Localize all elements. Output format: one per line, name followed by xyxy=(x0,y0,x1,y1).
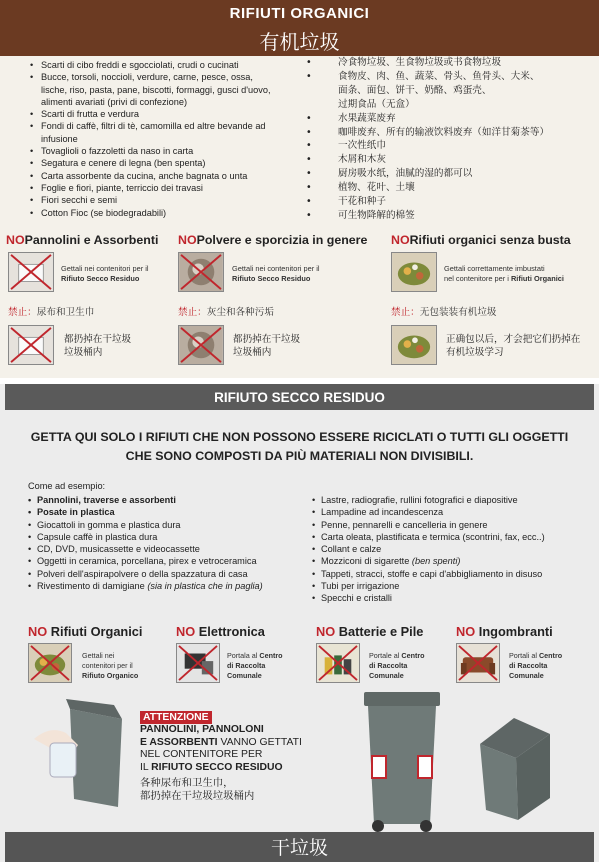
list-item: 面条、面包、饼干、奶酪、鸡蛋壳、 xyxy=(338,84,492,96)
list-item: • Carta assorbente da cucina, anche bagnata o unta xyxy=(30,170,275,182)
hand-with-bin-illustration xyxy=(30,699,130,819)
diaper-icon xyxy=(8,325,54,365)
list-item: • Rivestimento di damigiane (sia in plastica che in paglia) xyxy=(28,580,263,592)
list-item: • 干花和种子 xyxy=(300,195,595,209)
organic-list-cn xyxy=(300,56,595,223)
list-item: • Pannolini, traverse e assorbenti xyxy=(28,494,263,506)
batteries-icon xyxy=(316,643,360,683)
ban-dust: 禁止：灰尘和各种污垢 xyxy=(178,307,274,318)
list-item: • Segatura e cenere di legna (ben spenta) xyxy=(30,157,275,169)
list-item: • Giocattoli in gomma e plastica dura xyxy=(28,519,263,531)
attention-label: ATTENZIONE xyxy=(140,711,212,724)
list-item: • 冷食物垃圾、生食物垃圾或书食物垃圾 xyxy=(300,56,595,70)
dry-list-right xyxy=(312,494,545,605)
list-item: • Posate in plastica xyxy=(28,506,263,518)
dry-headline: GETTA QUI SOLO I RIFIUTI CHE NON POSSONO ESSERE RICICLATI O TUTTI GLI OGGETTI CHE SONO COMPOSTI DA PIÙ MATERIALI NON DIVISIBILI. xyxy=(30,430,569,463)
food-waste-icon xyxy=(391,325,437,365)
footer-title: 干垃圾 xyxy=(270,837,328,859)
dry-title: RIFIUTO SECCO RESIDUO xyxy=(214,390,385,405)
no-header-dust: NOPolvere e sporcizia in genere xyxy=(178,233,368,247)
no-header-batteries: NO Batterie e Pile xyxy=(316,624,424,639)
dry-section xyxy=(0,384,599,862)
list-item: • Lastre, radiografie, rullini fotografici e diapositive xyxy=(312,494,545,506)
electronics-icon xyxy=(176,643,220,683)
no-header-bulky: NO Ingombranti xyxy=(456,624,553,639)
wheelie-bin-illustration xyxy=(360,684,444,834)
sofa-icon xyxy=(456,643,500,683)
no-header-diapers: NOPannolini e Assorbenti xyxy=(6,233,159,247)
organic-title-cn: 有机垃圾 xyxy=(259,30,340,54)
list-item: • 咖啡废弃、所有的输液饮料废弃（如洋甘菊茶等） xyxy=(300,126,595,140)
list-item: • Scarti di cibo freddi e sgocciolati, crudi o cucinati xyxy=(30,59,275,71)
ban-diapers: 禁止：尿布和卫生巾 xyxy=(8,307,95,318)
list-item: • 厨房吸水纸，油腻的湿的都可以 xyxy=(300,167,595,181)
diaper-cn-note: 都扔掉在干垃圾垃圾桶内 xyxy=(64,334,132,358)
list-item: • Carta oleata, plastificata e termica (scontrini, fax, ecc..) xyxy=(312,531,545,543)
list-item: • Tubi per irrigazione xyxy=(312,580,545,592)
list-item: • 食物皮、肉、鱼、蔬菜、骨头、鱼骨头、大米、 xyxy=(300,70,595,84)
dust-icon xyxy=(178,252,224,292)
list-item: • 木屑和木灰 xyxy=(300,153,595,167)
list-item: • Foglie e fiori, piante, terriccio dei travasi xyxy=(30,182,275,194)
list-item: • 植物、花叶、土壤 xyxy=(300,181,595,195)
dry-list-left xyxy=(28,494,263,592)
list-item: • Tappeti, stracci, stoffe e capi d'abbigliamento in disuso xyxy=(312,568,545,580)
small-bin-illustration xyxy=(474,714,554,824)
organic-note: Gettali nei contenitori per il Rifiuto Organico xyxy=(82,651,139,680)
list-item: • Capsule caffè in plastica dura xyxy=(28,531,263,543)
list-item: • Cotton Fioc (se biodegradabili) xyxy=(30,207,275,219)
list-item: 过期食品（无盒） xyxy=(338,98,415,110)
list-item: • Fondi di caffè, filtri di tè, camomilla ed altre bevande ad infusione xyxy=(30,120,275,145)
list-item: • Specchi e cristalli xyxy=(312,592,545,604)
list-item: • 水果蔬菜废弃 xyxy=(300,112,595,126)
example-label: Come ad esempio: xyxy=(28,481,106,491)
organic-section xyxy=(0,0,599,378)
diaper-icon xyxy=(8,252,54,292)
food-waste-icon xyxy=(391,252,437,292)
list-item: • Scarti di frutta e verdura xyxy=(30,108,275,120)
diaper-note: Gettali nei contenitori per il Rifiuto Secco Residuo xyxy=(61,264,149,283)
dust-cn-note: 都扔掉在干垃圾垃圾桶内 xyxy=(233,334,301,358)
list-item: • Polveri dell'aspirapolvere o della spazzatura di casa xyxy=(28,568,263,580)
list-item: • Collant e calze xyxy=(312,543,545,555)
attention-text: PANNOLINI, PANNOLONI E ASSORBENTI VANNO GETTATI NEL CONTENITORE PER IL RIFIUTO SECCO RESIDUO xyxy=(140,724,302,773)
bulky-note: Portali al Centro di Raccolta Comunale xyxy=(509,651,563,680)
list-item: • 一次性纸巾 xyxy=(300,139,595,153)
list-item: • Lampadine ad incandescenza xyxy=(312,506,545,518)
no-header-organic: NO Rifiuti Organici xyxy=(28,624,143,639)
no-header-unbagged: NORifiuti organici senza busta xyxy=(391,233,571,247)
list-item: • CD, DVD, musicassette e videocassette xyxy=(28,543,263,555)
batteries-note: Portale al Centro di Raccolta Comunale xyxy=(369,651,425,680)
no-header-electronics: NO Elettronica xyxy=(176,624,265,639)
list-item: • Tovaglioli o fazzoletti da naso in carta xyxy=(30,145,275,157)
dust-icon xyxy=(178,325,224,365)
organic-list-it xyxy=(30,59,275,219)
food-waste-note: Gettali correttamente imbustati nel contenitore per i Rifiuti Organici xyxy=(444,264,564,283)
list-item: • Fiori secchi e semi xyxy=(30,194,275,206)
list-item: • Bucce, torsoli, noccioli, verdure, carne, pesce, ossa, lische, riso, pasta, pane, biscotti, formaggi, gusci d'uovo, alimenti avariati (privi di confezione) xyxy=(30,71,275,108)
food-waste-cn-note: 正确包以后，才会把它们扔掉在有机垃圾学习 xyxy=(446,334,581,358)
list-item: • Penne, pennarelli e cancelleria in genere xyxy=(312,519,545,531)
list-item: • Mozziconi di sigarette (ben spenti) xyxy=(312,555,545,567)
attention-cn: 各种尿布和卫生巾， 都扔掉在干垃圾垃圾桶内 xyxy=(140,777,255,802)
dust-note: Gettali nei contenitori per il Rifiuto Secco Residuo xyxy=(232,264,320,283)
organic-title-it: RIFIUTI ORGANICI xyxy=(229,5,370,22)
organic-waste-icon xyxy=(28,643,72,683)
electronics-note: Portala al Centro di Raccolta Comunale xyxy=(227,651,283,680)
ban-unbagged: 禁止：无包装装有机垃圾 xyxy=(391,307,497,318)
list-item: • Oggetti in ceramica, porcellana, pirex e vetroceramica xyxy=(28,555,263,567)
list-item: • 可生物降解的棉签 xyxy=(300,209,595,223)
